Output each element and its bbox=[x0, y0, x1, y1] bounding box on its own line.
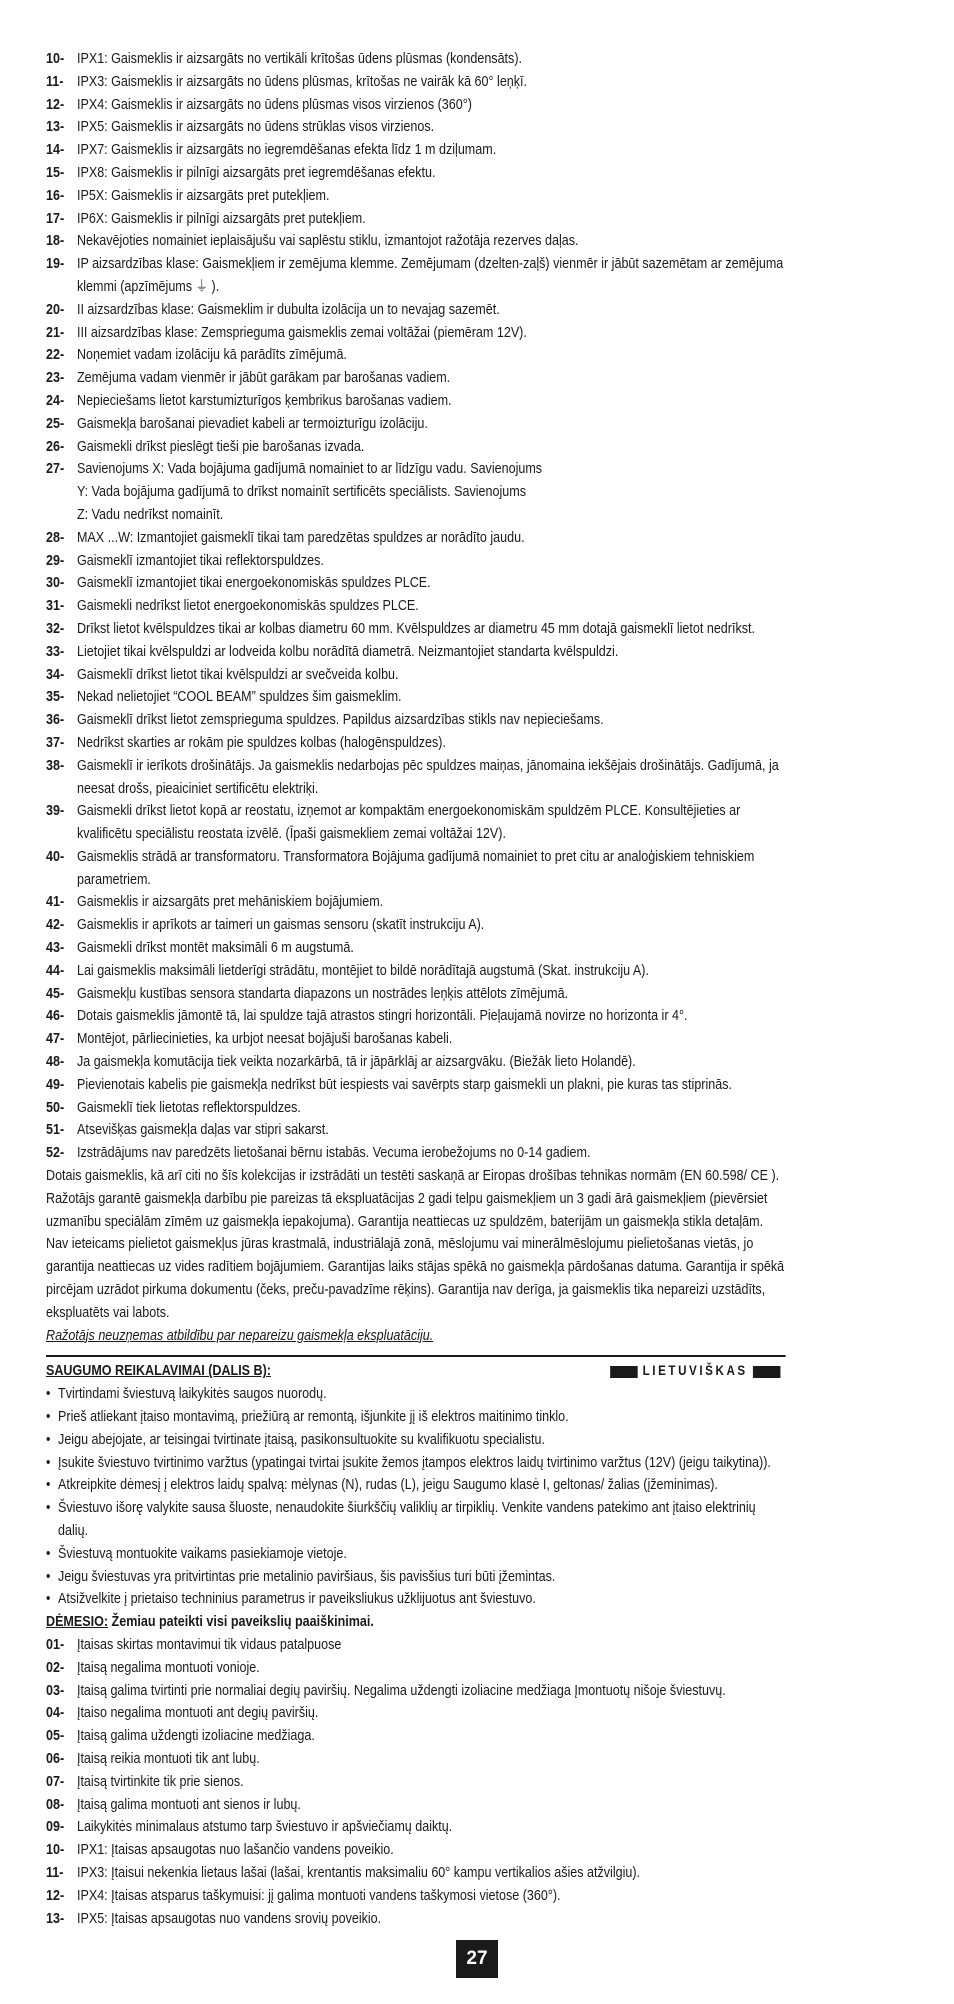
item-number: 10- bbox=[46, 1842, 65, 1859]
bullet-dot-icon: • bbox=[46, 1591, 51, 1608]
item-text-main: Gaismekļa barošanai pievadiet kabeli ar termoizturīgu izolāciju. bbox=[76, 415, 428, 432]
item-text-main: Nedrīkst skarties ar rokām pie spuldzes kolbas (halogēnspuldzes). bbox=[76, 734, 446, 751]
item-number: 11- bbox=[46, 1864, 64, 1881]
item-number: 42- bbox=[46, 917, 65, 934]
bullet-item bbox=[46, 1383, 786, 1406]
list-item bbox=[46, 1908, 786, 1931]
item-text bbox=[77, 1885, 786, 1908]
list-item bbox=[46, 891, 786, 914]
item-number: 13- bbox=[46, 119, 65, 136]
item-number: 03- bbox=[46, 1682, 65, 1699]
list-item bbox=[46, 686, 786, 709]
list-item bbox=[46, 71, 786, 94]
item-number: 29- bbox=[46, 552, 65, 569]
item-text bbox=[77, 1680, 786, 1703]
list-item bbox=[46, 1657, 786, 1680]
bullet-text: Šviestuvą montuokite vaikams pasiekiamoje vietoje. bbox=[58, 1545, 347, 1562]
item-number: 38- bbox=[46, 757, 65, 774]
list-item bbox=[46, 116, 786, 139]
item-text bbox=[77, 550, 786, 573]
bullet-text: Atkreipkite dėmesį į elektros laidų spalvą: mėlynas (N), rudas (L), jeigu Saugumo klasė I, geltonas/ žalias (įžeminimas). bbox=[58, 1477, 718, 1494]
item-text bbox=[77, 1794, 786, 1817]
item-number: 30- bbox=[46, 575, 65, 592]
item-number: 11- bbox=[46, 73, 64, 90]
list-item bbox=[46, 1748, 786, 1771]
item-number: 46- bbox=[46, 1008, 65, 1025]
bullet-dot-icon: • bbox=[46, 1431, 51, 1448]
item-number: 26- bbox=[46, 438, 65, 455]
bullet-dot-icon: • bbox=[46, 1545, 51, 1562]
list-item bbox=[46, 1074, 786, 1097]
language-badge bbox=[605, 1360, 786, 1383]
item-text bbox=[77, 344, 786, 367]
list-item bbox=[46, 367, 786, 390]
item-text-main: Įtaisą reikia montuoti tik ant lubų. bbox=[76, 1750, 260, 1767]
item-text-main: Gaismeklī ir ierīkots drošinātājs. Ja gaismeklis nedarbojas pēc spuldzes maiņas, jānomaina iekšējais drošinātājs. Gadījumā, ja neesat drošs, pieaiciniet sertificētu elektriķi. bbox=[76, 757, 779, 797]
item-number: 23- bbox=[46, 370, 65, 387]
item-number: 37- bbox=[46, 734, 65, 751]
item-text-main: Gaismeklis strādā ar transformatoru. Transformatora Bojājuma gadījumā nomainiet to pret citu ar analoģiskiem tehniskiem parametriem. bbox=[76, 848, 755, 888]
item-text-main: Įtaisą tvirtinkite tik prie sienos. bbox=[76, 1773, 244, 1790]
item-text bbox=[77, 891, 786, 914]
list-item bbox=[46, 230, 786, 253]
item-text-main: II aizsardzības klase: Gaismeklim ir dubulta izolācija un to nevajag sazemēt. bbox=[76, 301, 500, 318]
list-item bbox=[46, 1634, 786, 1657]
item-text bbox=[77, 413, 786, 436]
list-item bbox=[46, 436, 786, 459]
item-number: 14- bbox=[46, 142, 65, 159]
item-text-main: IPX5: Įtaisas apsaugotas nuo vandens srovių poveikio. bbox=[76, 1910, 382, 1927]
item-text bbox=[77, 800, 786, 846]
list-item bbox=[46, 937, 786, 960]
item-number: 49- bbox=[46, 1076, 65, 1093]
item-text-main: Savienojums X: Vada bojājuma gadījumā nomainiet to ar līdzīgu vadu. Savienojums bbox=[76, 461, 543, 478]
item-text-main: IPX3: Įtaisui nekenkia lietaus lašai (lašai, krentantis maksimaliu 60° kampu vertikalios ašies atžvilgiu). bbox=[76, 1864, 641, 1881]
item-text bbox=[77, 755, 786, 801]
bullet-text: Prieš atliekant įtaiso montavimą, priežiūrą ar remontą, išjunkite jį iš elektros maitinimo tinklo. bbox=[58, 1409, 569, 1426]
item-number: 51- bbox=[46, 1122, 65, 1139]
list-item bbox=[46, 846, 786, 892]
language-bar-left bbox=[610, 1366, 638, 1378]
bullet-item bbox=[46, 1429, 786, 1452]
bullet-text: Atsižvelkite į prietaiso techninius parametrus ir paveiksliukus užklijuotus ant šviestuvo. bbox=[58, 1591, 536, 1608]
item-text-main: Atsevišķas gaismekļa daļas var stipri sakarst. bbox=[76, 1122, 329, 1139]
list-item bbox=[46, 413, 786, 436]
list-item bbox=[46, 1680, 786, 1703]
item-text bbox=[77, 983, 786, 1006]
bullet-text: Jeigu abejojate, ar teisingai tvirtinate įtaisą, pasikonsultuokite su kvalifikuotu specialistu. bbox=[58, 1431, 546, 1448]
item-text bbox=[77, 1748, 786, 1771]
item-text-continuation: Y: Vada bojājuma gadījumā to drīkst nomainīt sertificēts speciālists. Savienojums bbox=[76, 484, 526, 501]
item-text bbox=[77, 1097, 786, 1120]
list-item bbox=[46, 253, 786, 299]
item-text bbox=[77, 116, 786, 139]
item-text-main: Laikykitės minimalaus atstumo tarp šviestuvo ir apšviečiamų daiktų. bbox=[76, 1819, 453, 1836]
item-number: 44- bbox=[46, 962, 65, 979]
list-item bbox=[46, 1725, 786, 1748]
list-item bbox=[46, 1862, 786, 1885]
item-text-main: Gaismeklī tiek lietotas reflektorspuldzes. bbox=[76, 1099, 301, 1116]
item-text-main: Įtaisą galima uždengti izoliacine medžiaga. bbox=[76, 1728, 315, 1745]
bullet-dot-icon: • bbox=[46, 1477, 51, 1494]
item-text-main: Drīkst lietot kvēlspuldzes tikai ar kolbas diametru 60 mm. Kvēlspuldzes ar diametru 45 mm dotajā gaismeklī lietot nedrīkst. bbox=[76, 620, 755, 637]
item-number: 20- bbox=[46, 301, 65, 318]
list-item bbox=[46, 983, 786, 1006]
item-text bbox=[77, 1051, 786, 1074]
attention-text: Žemiau pateikti visi paveikslių paaiškinimai. bbox=[108, 1614, 374, 1631]
list-item bbox=[46, 458, 786, 526]
item-text-main: Gaismeklī drīkst lietot zemsprieguma spuldzes. Papildus aizsardzības stikls nav nepieciešams. bbox=[76, 712, 604, 729]
item-text-main: Gaismeklis ir aizsargāts pret mehāniskiem bojājumiem. bbox=[76, 894, 384, 911]
bullet-item bbox=[46, 1497, 786, 1543]
item-text-main: Įtaisas skirtas montavimui tik vidaus patalpuose bbox=[76, 1636, 342, 1653]
item-number: 12- bbox=[46, 1887, 65, 1904]
item-text-main: Gaismeklī drīkst lietot tikai kvēlspuldzi ar svečveida kolbu. bbox=[76, 666, 399, 683]
item-text bbox=[77, 732, 786, 755]
item-text bbox=[77, 1142, 786, 1165]
item-number: 09- bbox=[46, 1819, 65, 1836]
item-text bbox=[77, 139, 786, 162]
list-item bbox=[46, 1885, 786, 1908]
list-item bbox=[46, 1142, 786, 1165]
list-item bbox=[46, 162, 786, 185]
item-text bbox=[77, 937, 786, 960]
item-number: 50- bbox=[46, 1099, 65, 1116]
item-text-main: Nekad nelietojiet “COOL BEAM” spuldzes šim gaismeklim. bbox=[76, 689, 402, 706]
list-item bbox=[46, 1051, 786, 1074]
item-text bbox=[77, 322, 786, 345]
item-text bbox=[77, 1074, 786, 1097]
item-text bbox=[77, 914, 786, 937]
item-text-main: Lietojiet tikai kvēlspuldzi ar lodveida kolbu norādītā diametrā. Neizmantojiet standarta kvēlspuldzi. bbox=[76, 643, 619, 660]
item-text bbox=[77, 185, 786, 208]
document-page bbox=[46, 48, 786, 1930]
item-number: 33- bbox=[46, 643, 65, 660]
item-number: 12- bbox=[46, 96, 65, 113]
item-text-main: Gaismekli drīkst montēt maksimāli 6 m augstumā. bbox=[76, 940, 354, 957]
item-text-main: Įtaisą galima tvirtinti prie normaliai degių paviršių. Negalima uždengti izoliacine medžiaga Įmontuotų nišoje šviestuvų. bbox=[76, 1682, 726, 1699]
item-text-main: IPX4: Įtaisas atsparus taškymuisi: jį galima montuoti vandens taškymosi vietose (360°). bbox=[76, 1887, 561, 1904]
list-item bbox=[46, 1097, 786, 1120]
item-text bbox=[77, 71, 786, 94]
item-number: 15- bbox=[46, 164, 65, 181]
item-text-main: III aizsardzības klase: Zemsprieguma gaismeklis zemai voltāžai (piemēram 12V). bbox=[76, 324, 527, 341]
list-item bbox=[46, 664, 786, 687]
list-item bbox=[46, 618, 786, 641]
item-text bbox=[77, 1725, 786, 1748]
item-text bbox=[77, 299, 786, 322]
language-label: LIETUVIŠKAS bbox=[642, 1363, 748, 1379]
item-number: 27- bbox=[46, 461, 65, 478]
list-item bbox=[46, 595, 786, 618]
list-item bbox=[46, 709, 786, 732]
item-text bbox=[77, 230, 786, 253]
item-number: 16- bbox=[46, 187, 65, 204]
bullet-item bbox=[46, 1588, 786, 1611]
item-text-main: Izstrādājums nav paredzēts lietošanai bērnu istabās. Vecuma ierobežojums no 0-14 gadiem. bbox=[76, 1145, 591, 1162]
item-text-main: Dotais gaismeklis jāmontē tā, lai spuldze tajā atrastos stingri horizontāli. Pieļaujamā novirze no horizonta ir 4°. bbox=[76, 1008, 688, 1025]
item-text bbox=[77, 641, 786, 664]
item-number: 13- bbox=[46, 1910, 65, 1927]
item-number: 07- bbox=[46, 1773, 65, 1790]
list-item bbox=[46, 755, 786, 801]
item-text-main: Įtaiso negalima montuoti ant degių paviršių. bbox=[76, 1705, 319, 1722]
list-item bbox=[46, 800, 786, 846]
item-text bbox=[77, 1028, 786, 1051]
item-number: 05- bbox=[46, 1728, 65, 1745]
item-text-main: Įtaisą galima montuoti ant sienos ir lubų. bbox=[76, 1796, 301, 1813]
lithuanian-instructions-list bbox=[46, 1634, 786, 1930]
item-text-main: IPX7: Gaismeklis ir aizsargāts no iegremdēšanas efekta līdz 1 m dziļumam. bbox=[76, 142, 497, 159]
list-item bbox=[46, 1702, 786, 1725]
bullet-dot-icon: • bbox=[46, 1409, 51, 1426]
list-item bbox=[46, 390, 786, 413]
item-text-main: Nekavējoties nomainiet ieplaisājušu vai saplēstu stiklu, izmantojot ražotāja rezerves daļas. bbox=[76, 233, 579, 250]
item-number: 08- bbox=[46, 1796, 65, 1813]
safety-bullets-list bbox=[46, 1383, 786, 1611]
item-text bbox=[77, 48, 786, 71]
latvian-instructions-list bbox=[46, 48, 786, 1165]
bullet-item bbox=[46, 1543, 786, 1566]
item-number: 41- bbox=[46, 894, 65, 911]
item-number: 17- bbox=[46, 210, 65, 227]
attention-line bbox=[46, 1611, 786, 1634]
item-text-main: Įtaisą negalima montuoti vonioje. bbox=[76, 1659, 260, 1676]
item-text bbox=[77, 1862, 786, 1885]
item-text-main: Nepieciešams lietot karstumizturīgos ķembrikus barošanas vadiem. bbox=[76, 392, 452, 409]
item-text bbox=[77, 1005, 786, 1028]
item-text-main: IPX1: Įtaisas apsaugotas nuo lašančio vandens poveikio. bbox=[76, 1842, 394, 1859]
list-item bbox=[46, 1771, 786, 1794]
item-number: 01- bbox=[46, 1636, 65, 1653]
disclaimer: Ražotājs neuzņemas atbildību par nepareizu gaismekļa ekspluatāciju. bbox=[46, 1327, 434, 1344]
bullet-text: Jeigu šviestuvas yra pritvirtintas prie metalinio paviršiaus, šis pavisšius turi būti įžemintas. bbox=[58, 1568, 556, 1585]
item-text-main: Zemējuma vadam vienmēr ir jābūt garākam par barošanas vadiem. bbox=[76, 370, 451, 387]
list-item bbox=[46, 1816, 786, 1839]
bullet-item bbox=[46, 1474, 786, 1497]
item-text-main: Lai gaismeklis maksimāli lietderīgi strādātu, montējiet to bildē norādītajā augstumā (Skat. instrukciju A). bbox=[76, 962, 649, 979]
item-number: 28- bbox=[46, 529, 65, 546]
list-item bbox=[46, 139, 786, 162]
item-text-main: MAX ...W: Izmantojiet gaismeklī tikai tam paredzētas spuldzes ar norādīto jaudu. bbox=[76, 529, 525, 546]
item-text-main: Montējot, pārliecinieties, ka urbjot neesat bojājuši barošanas kabeli. bbox=[76, 1031, 453, 1048]
item-text-main: Pievienotais kabelis pie gaismekļa nedrīkst būt iespiests vai savērpts starp gaismekli un plakni, pie kuras tas stiprinās. bbox=[76, 1076, 732, 1093]
bullet-dot-icon: • bbox=[46, 1454, 51, 1471]
item-number: 18- bbox=[46, 233, 65, 250]
item-number: 34- bbox=[46, 666, 65, 683]
item-text-main: IP aizsardzības klase: Gaismekļiem ir zemējuma klemme. Zemējumam (dzelten-zaļš) vienmēr ir jābūt sazemētam ar zemējuma klemmi (apzīmējums ⏚ ). bbox=[76, 256, 784, 295]
bullet-dot-icon: • bbox=[46, 1386, 51, 1403]
list-item bbox=[46, 1794, 786, 1817]
list-item bbox=[46, 48, 786, 71]
bullet-item bbox=[46, 1452, 786, 1475]
item-text bbox=[77, 1771, 786, 1794]
language-bar-right bbox=[753, 1366, 781, 1378]
item-text-main: Ja gaismekļa komutācija tiek veikta nozarkārbā, tā ir jāpārklāj ar aizsargvāku. (Biežāk lieto Holandē). bbox=[76, 1054, 636, 1071]
item-number: 21- bbox=[46, 324, 65, 341]
bullet-text: Šviestuvo išorę valykite sausa šluoste, nenaudokite šiurkščių valiklių ar tirpiklių. Venkite vandens patekimo ant įtaiso elektrinių dalių. bbox=[58, 1500, 756, 1539]
item-text bbox=[77, 618, 786, 641]
item-text bbox=[77, 208, 786, 231]
item-text bbox=[77, 1816, 786, 1839]
list-item bbox=[46, 1028, 786, 1051]
item-text-main: IPX5: Gaismeklis ir aizsargāts no ūdens strūklas visos virzienos. bbox=[76, 119, 435, 136]
item-text bbox=[77, 162, 786, 185]
item-text bbox=[77, 595, 786, 618]
item-number: 25- bbox=[46, 415, 65, 432]
item-text bbox=[77, 253, 786, 299]
list-item bbox=[46, 572, 786, 595]
item-text-continuation: Z: Vadu nedrīkst nomainīt. bbox=[76, 506, 224, 523]
list-item bbox=[46, 1005, 786, 1028]
item-number: 36- bbox=[46, 712, 65, 729]
item-number: 31- bbox=[46, 598, 65, 615]
item-number: 45- bbox=[46, 985, 65, 1002]
list-item bbox=[46, 914, 786, 937]
item-text bbox=[77, 367, 786, 390]
item-number: 40- bbox=[46, 848, 65, 865]
item-text-main: Gaismeklī izmantojiet tikai energoekonomiskās spuldzes PLCE. bbox=[76, 575, 431, 592]
bullet-item bbox=[46, 1406, 786, 1429]
item-number: 06- bbox=[46, 1750, 65, 1767]
attention-label: DĖMESIO: bbox=[46, 1614, 109, 1631]
item-text bbox=[77, 527, 786, 550]
list-item bbox=[46, 344, 786, 367]
bullet-item bbox=[46, 1566, 786, 1589]
item-text-main: Gaismekli drīkst lietot kopā ar reostatu, izņemot ar kompaktām energoekonomiskām spuldzēm PLCE. Konsultējieties ar kvalificētu speciālistu reostata izvēlē. (Īpaši gaismekliem zemai voltāžai 12V). bbox=[76, 803, 741, 843]
item-text-main: Gaismeklī izmantojiet tikai reflektorspuldzes. bbox=[76, 552, 324, 569]
item-text bbox=[77, 1702, 786, 1725]
item-number: 22- bbox=[46, 347, 65, 364]
bullet-text: Tvirtindami šviestuvą laikykitės saugos nuorodų. bbox=[58, 1386, 327, 1403]
bullet-dot-icon: • bbox=[46, 1568, 51, 1585]
item-text bbox=[77, 960, 786, 983]
item-number: 04- bbox=[46, 1705, 65, 1722]
item-text bbox=[77, 94, 786, 117]
item-text-main: IPX3: Gaismeklis ir aizsargāts no ūdens plūsmas, krītošas ne vairāk kā 60° leņķī. bbox=[76, 73, 528, 90]
item-text bbox=[77, 1119, 786, 1142]
item-text-main: Gaismekli drīkst pieslēgt tieši pie barošanas izvada. bbox=[76, 438, 365, 455]
list-item bbox=[46, 185, 786, 208]
item-text-main: Gaismeklis ir aprīkots ar taimeri un gaismas sensoru (skatīt instrukciju A). bbox=[76, 917, 485, 934]
list-item bbox=[46, 299, 786, 322]
item-number: 02- bbox=[46, 1659, 65, 1676]
list-item bbox=[46, 1119, 786, 1142]
item-text bbox=[77, 436, 786, 459]
list-item bbox=[46, 1839, 786, 1862]
list-item bbox=[46, 550, 786, 573]
item-number: 35- bbox=[46, 689, 65, 706]
list-item bbox=[46, 94, 786, 117]
item-text-main: Gaismekli nedrīkst lietot energoekonomiskās spuldzes PLCE. bbox=[76, 598, 419, 615]
item-number: 52- bbox=[46, 1145, 65, 1162]
item-number: 10- bbox=[46, 51, 65, 67]
item-number: 24- bbox=[46, 392, 65, 409]
item-text-main: Noņemiet vadam izolāciju kā parādīts zīmējumā. bbox=[76, 347, 347, 364]
item-number: 48- bbox=[46, 1054, 65, 1071]
item-number: 47- bbox=[46, 1031, 65, 1048]
item-number: 32- bbox=[46, 620, 65, 637]
warranty-paragraph: Dotais gaismeklis, kā arī citi no šīs kolekcijas ir izstrādāti un testēti saskaņā ar Eiropas drošības tehnikas normām (EN 60.598/ CE ). Ražotājs garantē gaismekļa darbību pie pareizas tā ekspluatācijas 2 gadi telpu gaismekļiem un 3 gadi ārā gaismekļiem (pievērsiet uzmanību speciālām zīmēm uz gaismekļa iepakojuma). Garantija neattiecas uz spuldzēm, baterijām un gaismekļa stikla detaļām. Nav ieteicams pielietot gaismekļus jūras krastmalā, industriālajā zonā, mēslojumu vai minerālmēslojumu pielietošanas vietās, jo garantija neattiecas uz vides radītiem bojājumiem. Garantijas laiks stājas spēkā no gaismekļa pārdošanas datuma. Garantija ir spēkā pircējam uzrādot pirkuma dokumentu (čeks, preču-pavadzīme rēķins). Garantija nav derīga, ja gaismeklis tika nepareizi uzstādīts, ekspluatēts vai labots. bbox=[46, 1168, 785, 1321]
item-text bbox=[77, 572, 786, 595]
item-text bbox=[77, 664, 786, 687]
bullet-dot-icon: • bbox=[46, 1500, 51, 1517]
list-item bbox=[46, 641, 786, 664]
section-header bbox=[46, 1355, 786, 1383]
list-item bbox=[46, 322, 786, 345]
item-number: 19- bbox=[46, 256, 65, 273]
item-text bbox=[77, 1839, 786, 1862]
item-text bbox=[77, 458, 786, 526]
item-text bbox=[77, 846, 786, 892]
list-item bbox=[46, 960, 786, 983]
item-text bbox=[77, 390, 786, 413]
item-text bbox=[77, 1634, 786, 1657]
bullet-text: Įsukite šviestuvo tvirtinimo varžtus (ypatingai tvirtai įsukite žemos įtampos elektros laidų tvirtinimo varžtus (12V) (jeigu taikytina)). bbox=[58, 1454, 771, 1471]
item-text bbox=[77, 1908, 786, 1931]
item-number: 43- bbox=[46, 940, 65, 957]
item-text-main: IPX8: Gaismeklis ir pilnīgi aizsargāts pret iegremdēšanas efektu. bbox=[76, 164, 436, 181]
list-item bbox=[46, 208, 786, 231]
page-number: 27 bbox=[456, 1940, 498, 1978]
item-text bbox=[77, 709, 786, 732]
section-title: SAUGUMO REIKALAVIMAI (DALIS B): bbox=[46, 1363, 271, 1380]
item-number: 39- bbox=[46, 803, 65, 820]
item-text-main: IP6X: Gaismeklis ir pilnīgi aizsargāts pret putekļiem. bbox=[76, 210, 366, 227]
item-text-main: IPX4: Gaismeklis ir aizsargāts no ūdens plūsmas visos virzienos (360°) bbox=[76, 96, 472, 113]
list-item bbox=[46, 527, 786, 550]
item-text-main: IP5X: Gaismeklis ir aizsargāts pret putekļiem. bbox=[76, 187, 330, 204]
item-text bbox=[77, 1657, 786, 1680]
list-item bbox=[46, 732, 786, 755]
item-text-main: IPX1: Gaismeklis ir aizsargāts no vertikāli krītošas ūdens plūsmas (kondensāts). bbox=[76, 51, 522, 67]
item-text bbox=[77, 686, 786, 709]
item-text-main: Gaismekļu kustības sensora standarta diapazons un nostrādes leņķis attēlots zīmējumā. bbox=[76, 985, 569, 1002]
